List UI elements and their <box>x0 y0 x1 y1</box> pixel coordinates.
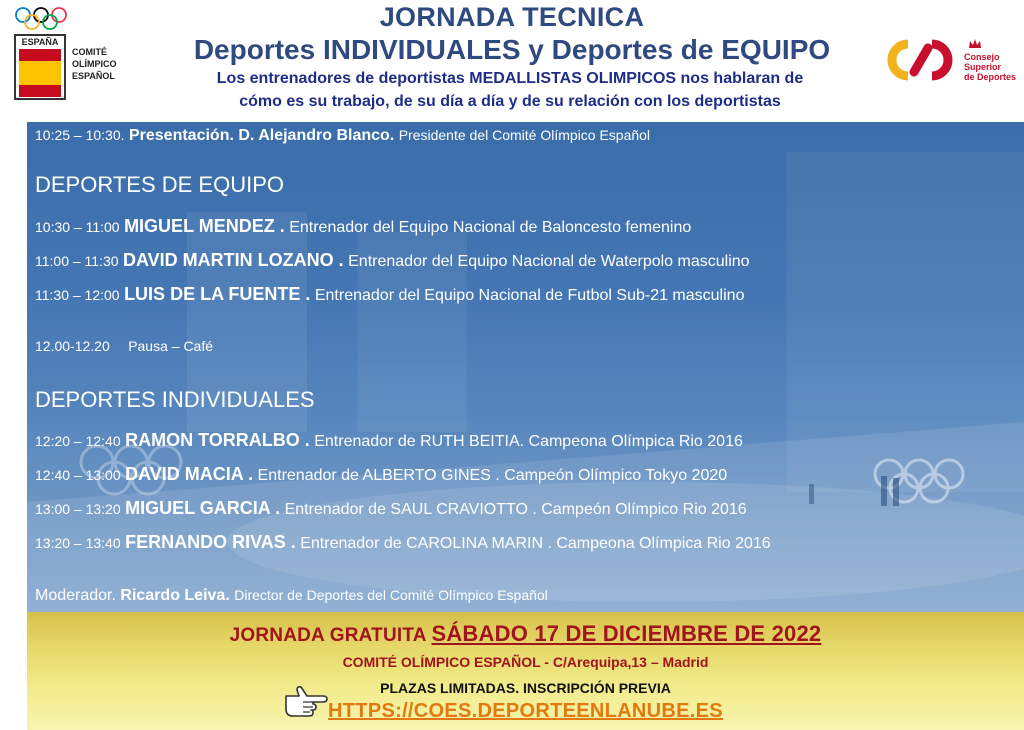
crown-icon <box>968 38 982 50</box>
moderator-row <box>35 587 548 605</box>
row-speaker: DAVID MACIA . <box>125 464 254 484</box>
venue-address: COMITÉ OLÍMPICO ESPAÑOL - C/Arequipa,13 – Madrid <box>342 654 709 670</box>
break-label: Pausa – Café <box>128 338 214 354</box>
header <box>0 0 1024 122</box>
opening-desc: Presidente del Comité Olímpico Español <box>398 127 651 143</box>
free-event-label: JORNADA GRATUITA <box>229 625 426 646</box>
registration-notice: PLAZAS LIMITADAS. INSCRIPCIÓN PREVIA <box>380 680 671 696</box>
row-time: 12:20 – 12:40 <box>35 433 121 449</box>
csd-logo-icon <box>878 38 962 82</box>
row-speaker: MIGUEL GARCIA . <box>125 498 281 518</box>
team-sports-heading: DEPORTES DE EQUIPO <box>35 172 284 197</box>
footer-banner <box>27 612 1024 730</box>
row-time: 11:00 – 11:30 <box>35 253 119 269</box>
tagline-line-1: Los entrenadores de deportistas MEDALLISTAS OLIMPICOS nos hablaran de <box>216 70 804 87</box>
program-panel <box>27 122 1024 612</box>
moderator-name: Ricardo Leiva. <box>120 587 230 604</box>
coe-name: COMITÉ OLÍMPICO ESPAÑOL <box>72 47 117 81</box>
individual-row-3 <box>35 498 747 519</box>
row-speaker: FERNANDO RIVAS . <box>125 532 296 552</box>
tagline-line-2: cómo es su trabajo, de su día a día y de su relación con los deportistas <box>239 93 781 110</box>
row-desc: Entrenador del Equipo Nacional de Waterpolo masculino <box>348 253 750 270</box>
individual-row-4 <box>35 532 771 553</box>
row-desc: Entrenador de CAROLINA MARIN . Campeona Olímpica Rio 2016 <box>300 535 771 552</box>
team-row-3 <box>35 284 744 305</box>
team-row-1 <box>35 216 691 237</box>
opening-time: 10:25 – 10:30. <box>35 127 125 143</box>
event-date-line <box>27 621 1024 647</box>
event-date: SÁBADO 17 DE DICIEMBRE DE 2022 <box>431 621 822 646</box>
team-row-2 <box>35 250 750 271</box>
individual-row-1 <box>35 430 743 451</box>
break-row <box>35 338 213 356</box>
moderator-desc: Director de Deportes del Comité Olímpico Español <box>234 587 548 603</box>
row-desc: Entrenador de RUTH BEITIA. Campeona Olímpica Rio 2016 <box>314 433 743 450</box>
row-speaker: DAVID MARTIN LOZANO . <box>123 250 344 270</box>
row-speaker: MIGUEL MENDEZ . <box>124 216 285 236</box>
opening-name: Presentación. D. Alejandro Blanco. <box>128 127 395 144</box>
row-speaker: RAMON TORRALBO . <box>125 430 310 450</box>
break-time: 12.00-12.20 <box>35 338 110 354</box>
individual-row-2 <box>35 464 727 485</box>
row-time: 13:20 – 13:40 <box>35 535 121 551</box>
row-speaker: LUIS DE LA FUENTE . <box>124 284 311 304</box>
page-subtitle: Deportes INDIVIDUALES y Deportes de EQUIPO <box>193 34 831 65</box>
row-time: 13:00 – 13:20 <box>35 501 121 517</box>
row-time: 10:30 – 11:00 <box>35 219 120 235</box>
row-time: 11:30 – 12:00 <box>35 287 120 303</box>
row-desc: Entrenador de SAUL CRAVIOTTO . Campeón Olímpico Rio 2016 <box>284 501 747 518</box>
flag-label: ESPAÑA <box>21 37 59 47</box>
row-desc: Entrenador del Equipo Nacional de Baloncesto femenino <box>289 219 692 236</box>
moderator-label: Moderador. <box>35 587 116 604</box>
row-time: 12:40 – 13:00 <box>35 467 121 483</box>
row-desc: Entrenador de ALBERTO GINES . Campeón Olímpico Tokyo 2020 <box>257 467 728 484</box>
registration-link[interactable]: HTTPS://COES.DEPORTEENLANUBE.ES <box>328 700 723 722</box>
individual-sports-heading: DEPORTES INDIVIDUALES <box>35 387 315 412</box>
csd-name: Consejo Superior de Deportes <box>964 52 1017 82</box>
opening-row <box>35 127 650 145</box>
page-title: JORNADA TECNICA <box>379 2 645 32</box>
csd-logo <box>878 38 1018 88</box>
row-desc: Entrenador del Equipo Nacional de Futbol Sub-21 masculino <box>314 287 745 304</box>
